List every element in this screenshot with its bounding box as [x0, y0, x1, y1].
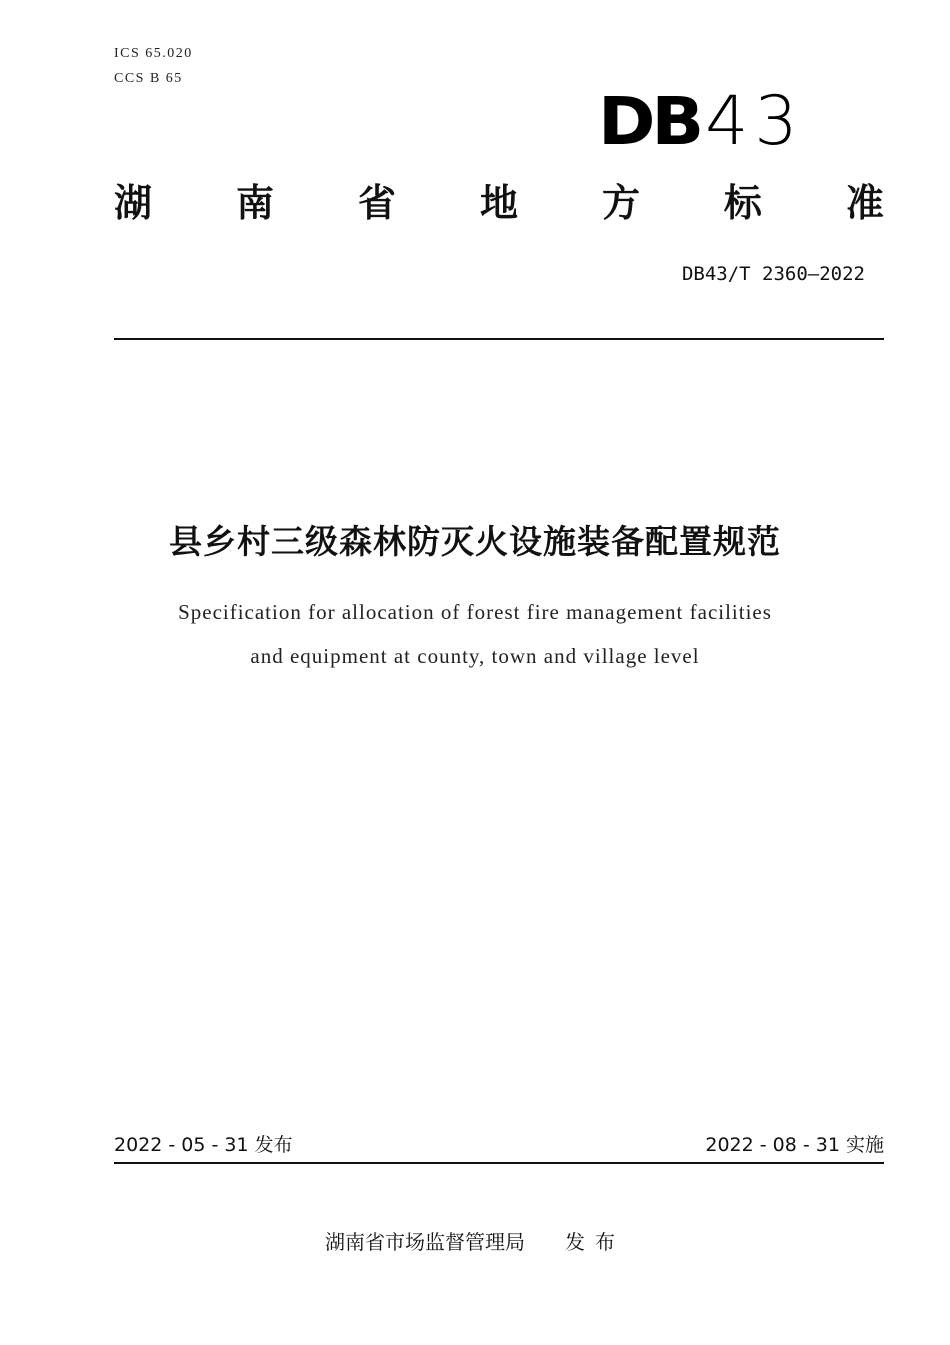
standard-type-char: 地 — [479, 181, 518, 225]
standard-type-char: 南 — [235, 181, 274, 225]
standard-number: DB43/T 2360—2022 — [681, 263, 865, 285]
standard-type-char: 方 — [601, 181, 640, 225]
document-title-english-line2: and equipment at county, town and village level — [250, 644, 700, 668]
logo-db-mark: DB — [598, 83, 700, 160]
standard-type-char: 省 — [357, 181, 396, 225]
standard-type-title — [114, 178, 884, 228]
ics-code: ICS 65.020 — [114, 46, 193, 61]
publisher-action: 发布 — [565, 1230, 625, 1254]
document-title-chinese: 县乡村三级森林防灭火设施装备配置规范 — [169, 522, 781, 561]
top-divider — [114, 338, 884, 340]
publisher-line — [0, 1228, 950, 1256]
ccs-code: CCS B 65 — [114, 71, 183, 86]
issue-date: 2022 - 05 - 31 发布 — [114, 1134, 293, 1156]
standard-type-char: 湖 — [114, 181, 153, 225]
bottom-divider — [114, 1162, 884, 1164]
document-title-english-line1: Specification for allocation of forest fire management facilities — [178, 600, 772, 624]
publisher-name: 湖南省市场监督管理局 — [325, 1230, 525, 1254]
standard-type-char: 标 — [723, 181, 762, 225]
implementation-date: 2022 - 08 - 31 实施 — [705, 1134, 884, 1156]
standard-type-char: 准 — [845, 181, 884, 225]
db43-logo — [598, 82, 804, 161]
logo-province-number: 43 — [705, 82, 804, 161]
